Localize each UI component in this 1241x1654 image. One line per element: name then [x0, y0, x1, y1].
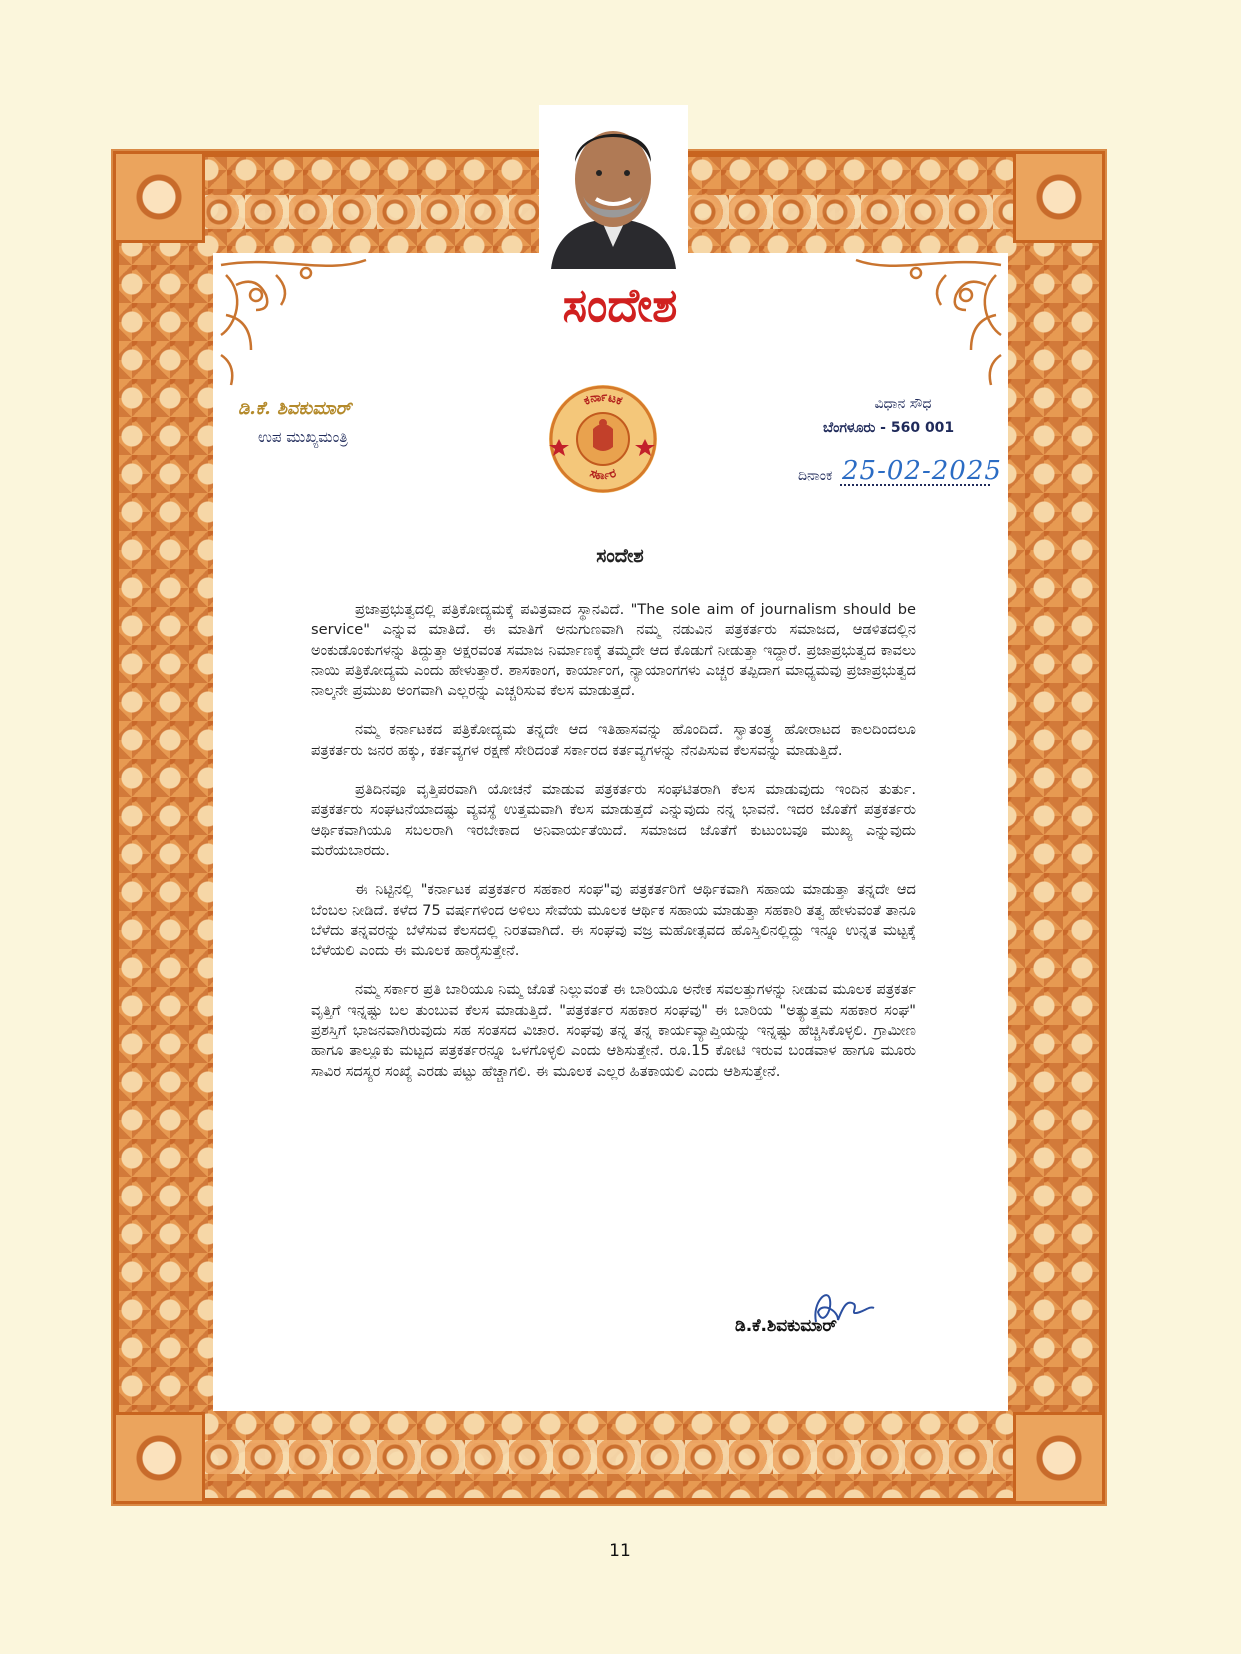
corner-swirl-left-icon — [216, 255, 376, 395]
paragraph-1: ಪ್ರಜಾಪ್ರಭುತ್ವದಲ್ಲಿ ಪತ್ರಿಕೋದ್ಯಮಕ್ಕೆ ಪವಿತ್ರವಾದ ಸ್ಥಾನವಿದೆ. "The sole aim of journalism should be service" ಎನ್ನುವ ಮಾತಿದೆ. ಈ ಮಾತಿಗೆ ಅನುಗುಣವಾಗಿ ನಮ್ಮ ನಡುವಿನ ಪತ್ರಕರ್ತರು ಸಮಾಜದ, ಆಡಳಿತದಲ್ಲಿನ ಅಂಕುಡೊಂಕುಗಳನ್ನು ತಿದ್ದುತ್ತಾ ಅಕ್ಷರವಂತ ಸಮಾಜ ನಿರ್ಮಾಣಕ್ಕೆ ತಮ್ಮದೇ ಆದ ಕೊಡುಗೆ ನೀಡುತ್ತಾ ಇದ್ದಾರೆ. ಪ್ರಜಾಪ್ರಭುತ್ವದ ಕಾವಲು ನಾಯಿ ಪತ್ರಿಕೋದ್ಯಮ ಎಂದು ಹೇಳುತ್ತಾರೆ. ಶಾಸಕಾಂಗ, ಕಾರ್ಯಾಂಗ, ನ್ಯಾಯಾಂಗಗಳು ಎಚ್ಚರ ತಪ್ಪಿದಾಗ ಮಾಧ್ಯಮವು ಪ್ರಜಾಪ್ರಭುತ್ವದ ನಾಲ್ಕನೇ ಪ್ರಮುಖ ಅಂಗವಾಗಿ ಎಲ್ಲರನ್ನು ಎಚ್ಚರಿಸುವ ಕೆಲಸ ಮಾಡುತ್ತದೆ. — [311, 601, 916, 700]
portrait-photo — [541, 107, 686, 269]
signatory-name: ಡಿ.ಕೆ.ಶಿವಕುಮಾರ್ — [735, 1316, 837, 1336]
main-title: ಸಂದೇಶ — [562, 278, 678, 332]
emblem-bottom-text: ಸರ್ಕಾರ — [588, 465, 618, 482]
address-line-1: ವಿಧಾನ ಸೌಧ — [874, 396, 932, 412]
border-corner-top-left — [113, 151, 205, 243]
emblem-top-text: ಕರ್ನಾಟಕ — [581, 389, 625, 408]
border-corner-top-right — [1013, 151, 1105, 243]
paragraph-2: ನಮ್ಮ ಕರ್ನಾಟಕದ ಪತ್ರಿಕೋದ್ಯಮ ತನ್ನದೇ ಆದ ಇತಿಹಾಸವನ್ನು ಹೊಂದಿದೆ. ಸ್ವಾತಂತ್ರ್ಯ ಹೋರಾಟದ ಕಾಲದಿಂದಲೂ ಪತ್ರಕರ್ತರು ಜನರ ಹಕ್ಕು, ಕರ್ತವ್ಯಗಳ ರಕ್ಷಣೆ ಸೇರಿದಂತೆ ಸರ್ಕಾರದ ಕರ್ತವ್ಯಗಳನ್ನು ನೆನಪಿಸುವ ಕೆಲಸವನ್ನು ಮಾಡುತ್ತಿದೆ. — [311, 721, 916, 759]
border-band-bottom — [113, 1440, 1105, 1474]
border-corner-bottom-right — [1013, 1412, 1105, 1504]
paragraph-4: ಈ ನಿಟ್ಟಿನಲ್ಲಿ "ಕರ್ನಾಟಕ ಪತ್ರಕರ್ತರ ಸಹಕಾರ ಸಂಘ"ವು ಪತ್ರಕರ್ತರಿಗೆ ಆರ್ಥಿಕವಾಗಿ ಸಹಾಯ ಮಾಡುತ್ತಾ ತನ್ನದೇ ಆದ ಬೆಂಬಲ ನೀಡಿದೆ. ಕಳೆದ 75 ವರ್ಷಗಳಿಂದ ಅಳಿಲು ಸೇವೆಯ ಮೂಲಕ ಆರ್ಥಿಕ ಸಹಾಯ ಮಾಡುತ್ತಾ ಸಹಕಾರಿ ತತ್ವ ಹೇಳುವಂತೆ ತಾನೂ ಬೆಳೆದು ತನ್ನವರನ್ನು ಬೆಳೆಸುವ ಕೆಲಸದಲ್ಲಿ ನಿರತವಾಗಿದೆ. ಈ ಸಂಘವು ವಜ್ರ ಮಹೋತ್ಸವದ ಹೊಸ್ತಿಲಿನಲ್ಲಿದ್ದು ಇನ್ನೂ ಉನ್ನತ ಮಟ್ಟಕ್ಕೆ ಬೆಳೆಯಲಿ ಎಂದು ಈ ಮೂಲಕ ಹಾರೈಸುತ್ತೇನೆ. — [311, 881, 916, 960]
karnataka-emblem-icon — [547, 383, 659, 495]
letter-body — [311, 600, 916, 1101]
page-number: 11 — [609, 1541, 631, 1561]
date-value: 25-02-2025 — [842, 456, 1002, 486]
letter-subtitle: ಸಂದೇಶ — [596, 545, 644, 567]
paragraph-3: ಪ್ರತಿದಿನವೂ ವೃತ್ತಿಪರವಾಗಿ ಯೋಚನೆ ಮಾಡುವ ಪತ್ರಕರ್ತರು ಸಂಘಟಿತರಾಗಿ ಕೆಲಸ ಮಾಡುವುದು ಇಂದಿನ ತುರ್ತು. ಪತ್ರಕರ್ತರು ಸಂಘಟನೆಯಾದಷ್ಟು ವ್ಯವಸ್ಥೆ ಉತ್ತಮವಾಗಿ ಕೆಲಸ ಮಾಡುತ್ತದೆ ಎನ್ನುವುದು ನನ್ನ ಭಾವನೆ. ಇದರ ಜೊತೆಗೆ ಪತ್ರಕರ್ತರು ಆರ್ಥಿಕವಾಗಿಯೂ ಸಬಲರಾಗಿ ಇರಬೇಕಾದ ಅನಿವಾರ್ಯತೆಯಿದೆ. ಸಮಾಜದ ಜೊತೆಗೆ ಕುಟುಂಬವೂ ಮುಖ್ಯ ಎನ್ನುವುದು ಮರೆಯಬಾರದು. — [311, 781, 916, 859]
date-label: ದಿನಾಂಕ — [798, 468, 833, 484]
paragraph-5: ನಮ್ಮ ಸರ್ಕಾರ ಪ್ರತಿ ಬಾರಿಯೂ ನಿಮ್ಮ ಜೊತೆ ನಿಲ್ಲುವಂತೆ ಈ ಬಾರಿಯೂ ಅನೇಕ ಸವಲತ್ತುಗಳನ್ನು ನೀಡುವ ಮೂಲಕ ಪತ್ರಕರ್ತ ವೃತ್ತಿಗೆ ಇನ್ನಷ್ಟು ಬಲ ತುಂಬುವ ಕೆಲಸ ಮಾಡುತ್ತಿದೆ. "ಪತ್ರಕರ್ತರ ಸಹಕಾರ ಸಂಘವು" ಈ ಬಾರಿಯ "ಅತ್ಯುತ್ತಮ ಸಹಕಾರ ಸಂಘ" ಪ್ರಶಸ್ತಿಗೆ ಭಾಜನವಾಗಿರುವುದು ಸಹ ಸಂತಸದ ವಿಚಾರ. ಸಂಘವು ತನ್ನ ತನ್ನ ಕಾರ್ಯವ್ಯಾಪ್ತಿಯನ್ನು ಇನ್ನಷ್ಟು ಹೆಚ್ಚಿಸಿಕೊಳ್ಳಲಿ. ಗ್ರಾಮೀಣ ಹಾಗೂ ತಾಲ್ಲೂಕು ಮಟ್ಟದ ಪತ್ರಕರ್ತರನ್ನೂ ಒಳಗೊಳ್ಳಲಿ ಎಂದು ಆಶಿಸುತ್ತೇನೆ. ರೂ.15 ಕೋಟಿ ಇರುವ ಬಂಡವಾಳ ಹಾಗೂ ಮೂರು ಸಾವಿರ ಸದಸ್ಯರ ಸಂಖ್ಯೆ ಎರಡು ಪಟ್ಟು ಹೆಚ್ಚಾಗಲಿ. ಈ ಮೂಲಕ ಎಲ್ಲರ ಹಿತಕಾಯಲಿ ಎಂದು ಆಶಿಸುತ್ತೇನೆ. — [311, 981, 916, 1080]
portrait-icon — [541, 107, 686, 269]
border-corner-bottom-left — [113, 1412, 205, 1504]
address-line-2: ಬೆಂಗಳೂರು - 560 001 — [823, 420, 955, 436]
corner-swirl-right-icon — [846, 255, 1006, 395]
sender-name: ಡಿ.ಕೆ. ಶಿವಕುಮಾರ್ — [238, 398, 352, 419]
sender-title: ಉಪ ಮುಖ್ಯಮಂತ್ರಿ — [258, 428, 348, 446]
svg-text:ಸರ್ಕಾರ — [588, 466, 618, 482]
